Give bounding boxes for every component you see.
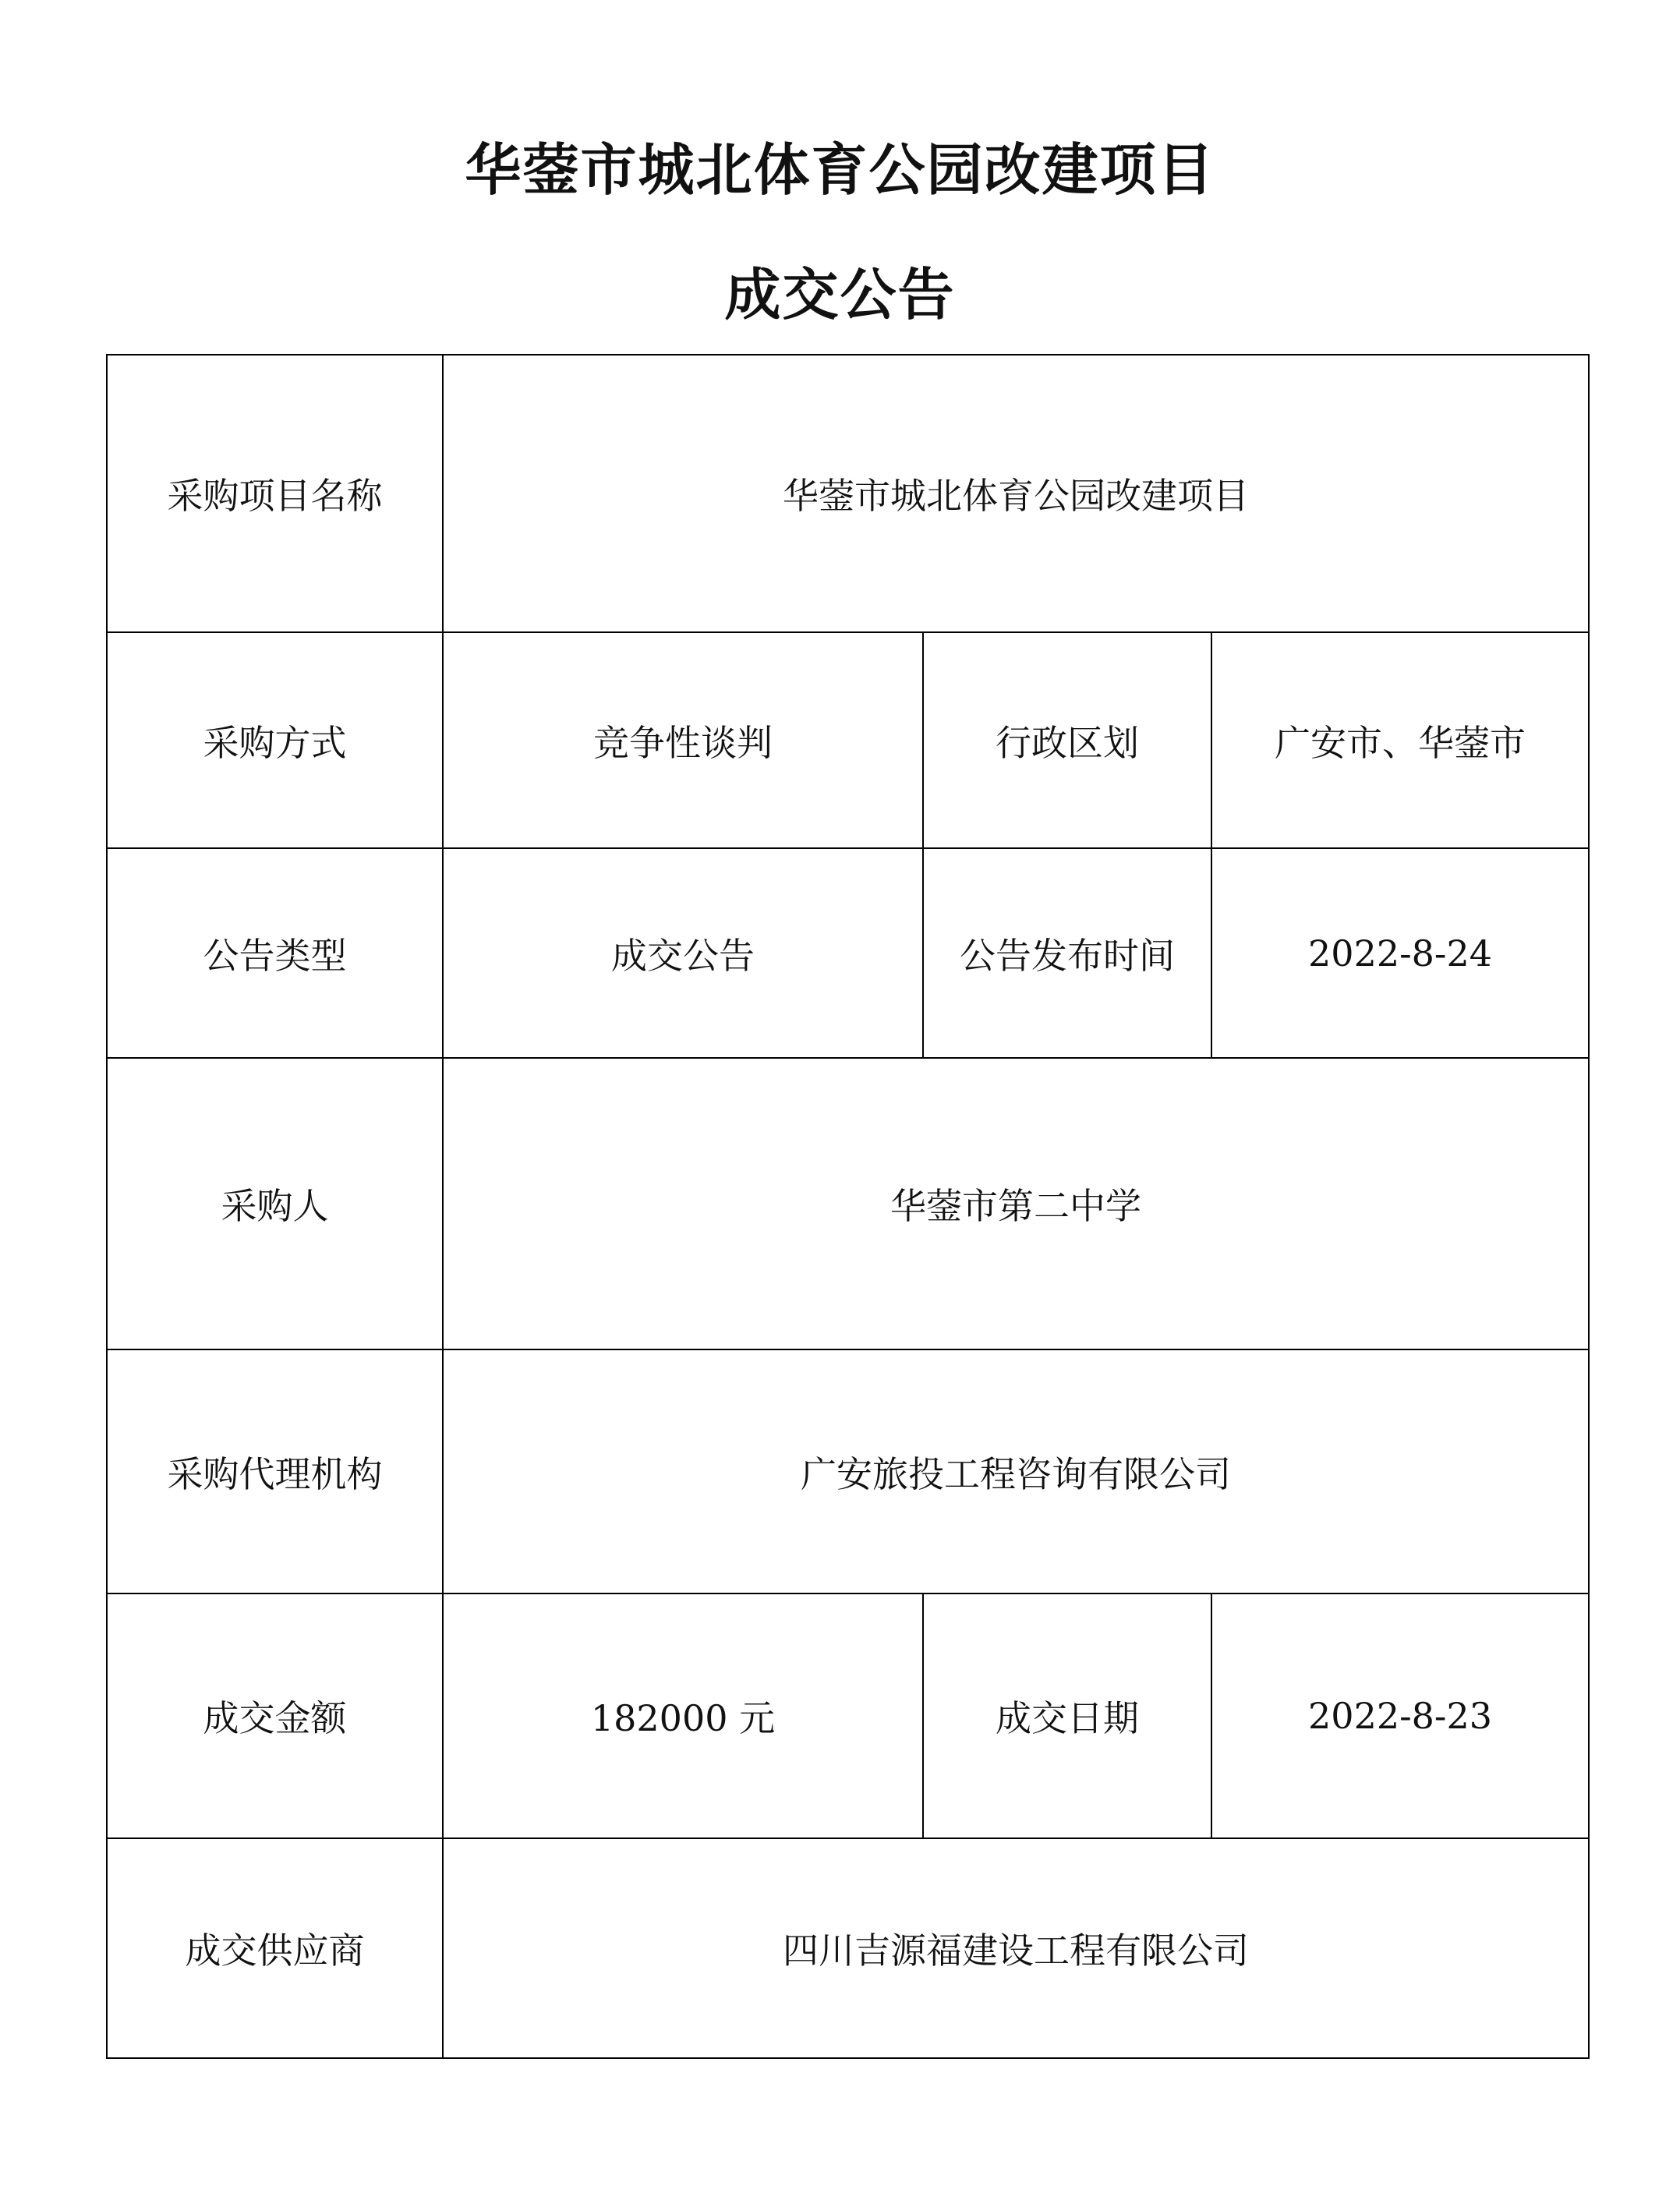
purchaser-value: 华蓥市第二中学 [443,1058,1589,1349]
agency-label: 采购代理机构 [107,1349,443,1593]
table-row [107,1838,1589,2058]
project-name-value: 华蓥市城北体育公园改建项目 [443,355,1589,632]
publish-time-value: 2022-8-24 [1211,848,1589,1058]
deal-date-label: 成交日期 [923,1593,1211,1838]
document-subtitle: 成交公告 [724,262,956,327]
notice-table [106,354,1590,2059]
procurement-method-value: 竞争性谈判 [443,632,923,848]
amount-label: 成交金额 [107,1593,443,1838]
table-row [107,1593,1589,1838]
region-value: 广安市、华蓥市 [1211,632,1589,848]
amount-value: 182000 元 [443,1593,923,1838]
agency-value: 广安旅投工程咨询有限公司 [443,1349,1589,1593]
deal-date-value: 2022-8-23 [1211,1593,1589,1838]
supplier-label: 成交供应商 [107,1838,443,2058]
project-name-label: 采购项目名称 [107,355,443,632]
publish-time-label: 公告发布时间 [923,848,1211,1058]
table-row [107,1349,1589,1593]
purchaser-label: 采购人 [107,1058,443,1349]
document-title: 华蓥市城北体育公园改建项目 [465,137,1215,203]
table-row [107,848,1589,1058]
region-label: 行政区划 [923,632,1211,848]
notice-type-label: 公告类型 [107,848,443,1058]
table-row [107,1058,1589,1349]
supplier-value: 四川吉源福建设工程有限公司 [443,1838,1589,2058]
table-row [107,355,1589,632]
notice-type-value: 成交公告 [443,848,923,1058]
table-row [107,632,1589,848]
procurement-method-label: 采购方式 [107,632,443,848]
